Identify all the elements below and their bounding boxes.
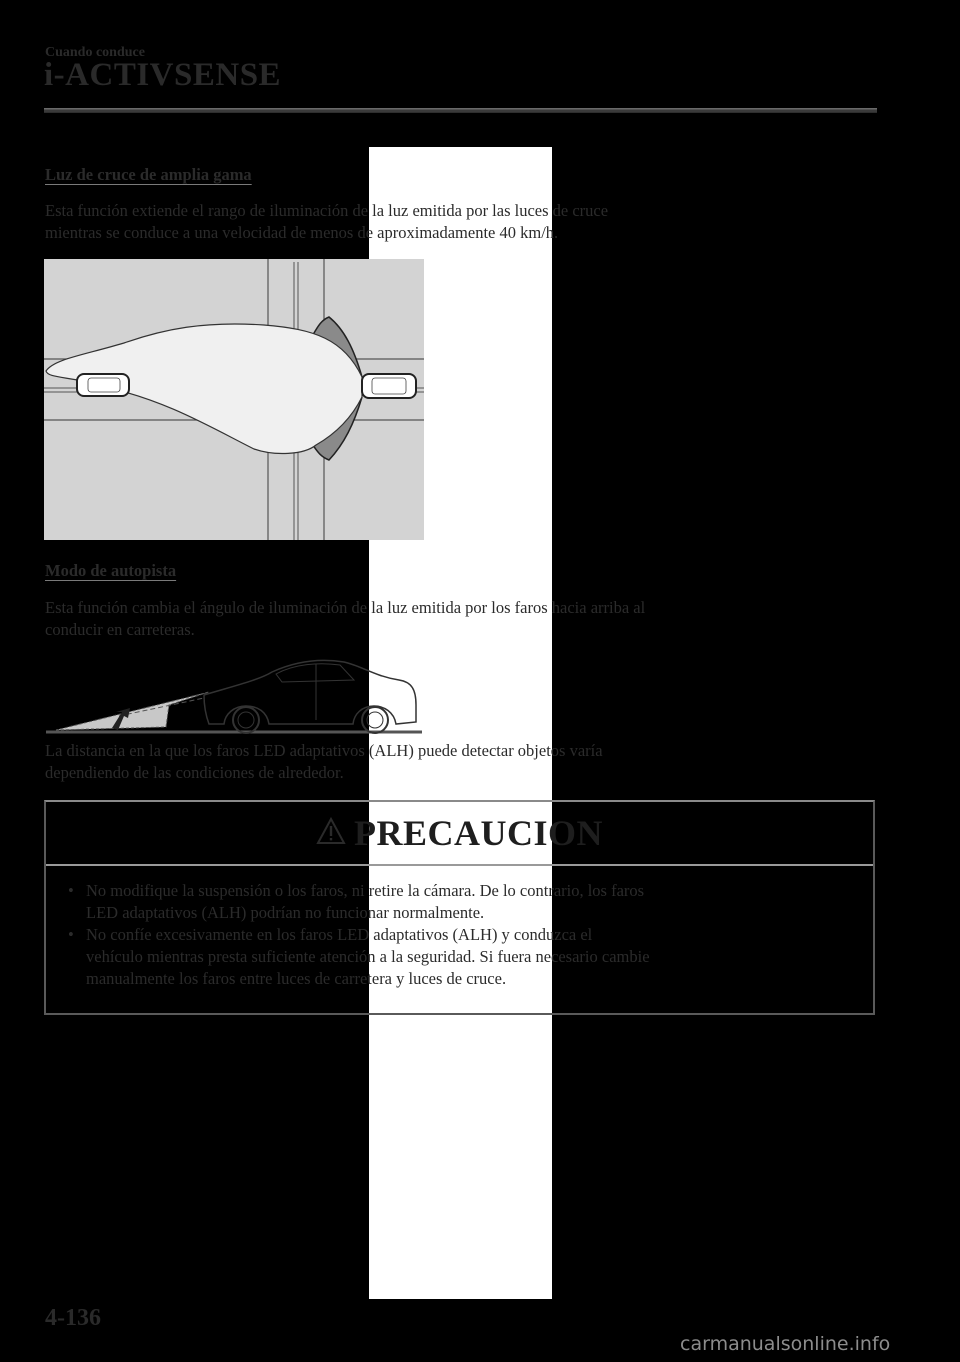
section-paragraph-highway-mode — [45, 597, 875, 641]
breadcrumb: Cuando conduce — [45, 45, 145, 60]
caution-line: No modifique la suspensión o los faros, ni retire la cámara. De lo contrario, los faros — [86, 881, 645, 900]
paragraph-line: mientras se conduce a una velocidad de menos de aproximadamente 40 km/h. — [45, 223, 559, 242]
chapter-title: i-ACTIVSENSE — [44, 57, 282, 93]
paragraph-line: Esta función cambia el ángulo de iluminación de la luz emitida por los faros hacia arriba al — [45, 598, 646, 617]
caution-header — [46, 802, 873, 866]
paragraph-line: Esta función extiende el rango de iluminación de la luz emitida por las luces de cruce — [45, 201, 609, 220]
paragraph-line: conducir en carreteras. — [45, 620, 195, 639]
bullet: • — [68, 881, 74, 900]
warning-triangle-icon — [316, 817, 346, 850]
paragraph-line: La distancia en la que los faros LED adaptativos (ALH) puede detectar objetos varía — [45, 741, 603, 760]
page-number: 4-136 — [45, 1305, 101, 1331]
section-heading-wide-range-low-beam: Luz de cruce de amplia gama — [45, 165, 252, 184]
highway-car-graphic — [44, 650, 424, 734]
caution-item — [56, 880, 863, 924]
caution-line: manualmente los faros entre luces de carretera y luces de cruce. — [86, 969, 507, 988]
section-paragraph-wide-range-low-beam — [45, 200, 875, 244]
paragraph-line: dependiendo de las condiciones de alrededor. — [45, 763, 344, 782]
header-divider — [44, 108, 877, 113]
watermark: carmanualsonline.info — [680, 1333, 891, 1355]
caution-item — [56, 924, 863, 990]
section-heading-highway-mode: Modo de autopista — [45, 561, 177, 580]
caution-title: PRECAUCION — [353, 813, 603, 853]
intersection-beam-diagram — [44, 259, 424, 540]
caution-box — [44, 800, 875, 1015]
caution-line: LED adaptativos (ALH) podrían no funcionar normalmente. — [86, 903, 485, 922]
caution-line: vehículo mientras presta suficiente atención a la seguridad. Si fuera necesario cambie — [86, 947, 650, 966]
caution-list — [56, 880, 863, 990]
intersection-diagram-graphic — [44, 259, 424, 540]
caution-line: No confíe excesivamente en los faros LED adaptativos (ALH) y conduzca el — [86, 925, 593, 944]
highway-mode-car-diagram — [44, 650, 424, 734]
alh-detection-note — [45, 740, 875, 784]
bullet: • — [68, 925, 74, 944]
